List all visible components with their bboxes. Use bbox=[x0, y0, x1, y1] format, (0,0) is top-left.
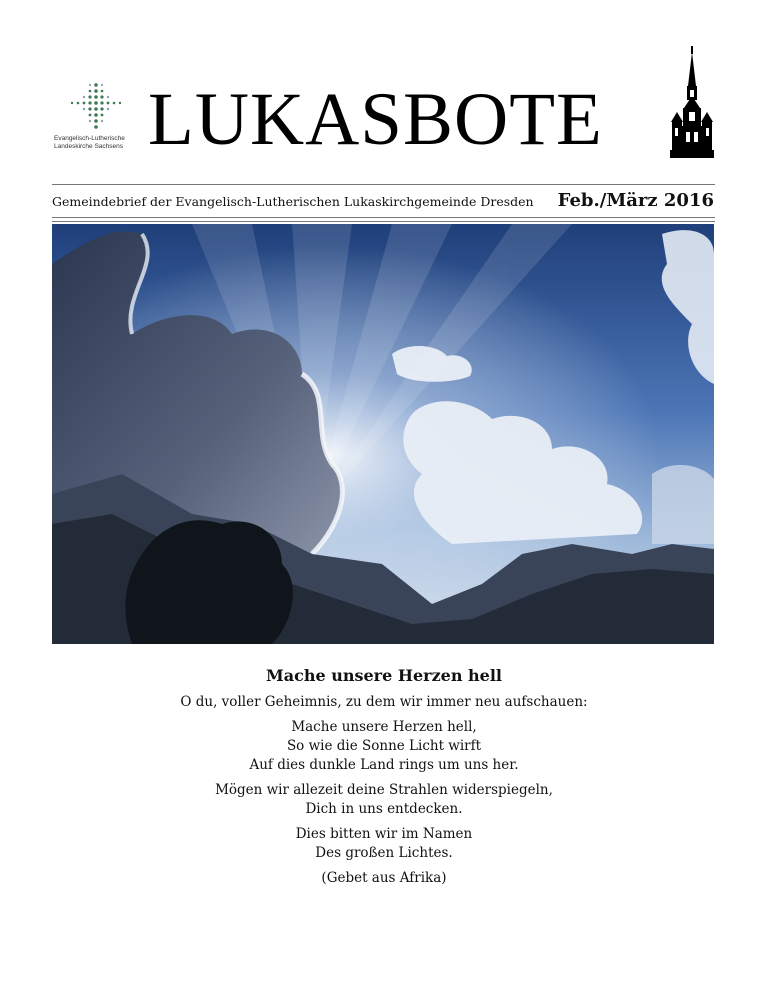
church-name-line-1: Evangelisch-Lutherische bbox=[54, 135, 125, 142]
poem-stanza bbox=[0, 718, 768, 775]
poem-stanza bbox=[0, 825, 768, 863]
header-rule-top bbox=[52, 184, 715, 185]
header-rule-bottom-double bbox=[52, 221, 715, 222]
poem-stanza bbox=[0, 693, 768, 712]
church-name bbox=[54, 135, 138, 151]
cover-photo bbox=[52, 224, 714, 644]
issue-date: Feb./März 2016 bbox=[557, 190, 714, 211]
sky-mountain-photo bbox=[52, 224, 714, 644]
poem-stanza bbox=[0, 869, 768, 888]
poem-line: Mache unsere Herzen hell, bbox=[291, 719, 477, 735]
church-logo bbox=[54, 82, 138, 162]
poem-title: Mache unsere Herzen hell bbox=[266, 666, 502, 685]
cross-dots-icon bbox=[64, 82, 128, 134]
poem-line: Auf dies dunkle Land rings um uns her. bbox=[249, 757, 519, 773]
poem-line: O du, voller Geheimnis, zu dem wir immer neu aufschauen: bbox=[180, 694, 588, 710]
newsletter-subtitle: Gemeindebrief der Evangelisch-Lutherischen Lukaskirchgemeinde Dresden bbox=[52, 194, 534, 209]
church-tower-icon bbox=[668, 46, 716, 158]
poem bbox=[0, 665, 768, 894]
poem-line: So wie die Sonne Licht wirft bbox=[286, 738, 482, 754]
poem-attribution: (Gebet aus Afrika) bbox=[321, 870, 447, 886]
poem-line: Dich in uns entdecken. bbox=[305, 801, 463, 817]
header-rule-bottom bbox=[52, 217, 715, 218]
church-name-line-2: Landeskirche Sachsens bbox=[54, 143, 124, 150]
masthead-title: LUKASBOTE bbox=[148, 78, 603, 161]
poem-line: Dies bitten wir im Namen bbox=[295, 826, 473, 842]
poem-line: Mögen wir allezeit deine Strahlen widerspiegeln, bbox=[215, 782, 553, 798]
poem-line: Des großen Lichtes. bbox=[315, 845, 453, 861]
poem-stanza bbox=[0, 781, 768, 819]
